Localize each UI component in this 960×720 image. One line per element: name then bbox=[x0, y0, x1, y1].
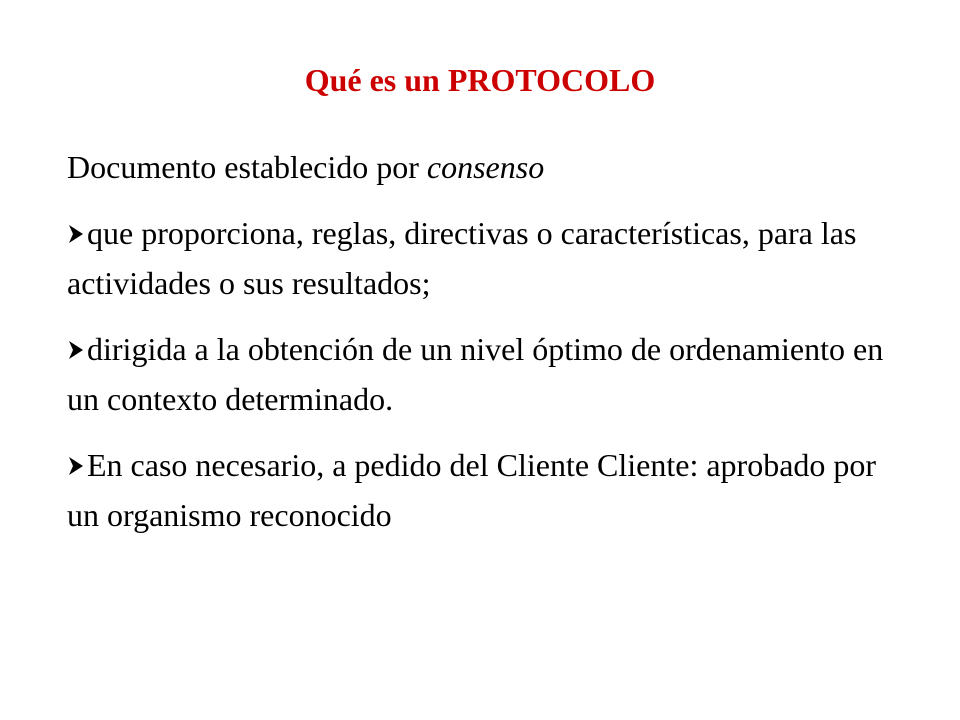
bullet-point-text: En caso necesario, a pedido del Cliente Cliente: aprobado por un organismo reconocido bbox=[67, 447, 877, 533]
slide-body bbox=[67, 142, 887, 556]
lead-emphasis: consenso bbox=[426, 149, 545, 185]
bullet-point-2 bbox=[67, 324, 887, 424]
arrowhead-bullet-icon bbox=[67, 223, 85, 245]
bullet-point-3 bbox=[67, 440, 887, 540]
bullet-point-text: dirigida a la obtención de un nivel óptimo de ordenamiento en un contexto determinado. bbox=[67, 331, 884, 417]
slide-title: Qué es un PROTOCOLO bbox=[304, 62, 656, 98]
lead-text: Documento establecido por bbox=[67, 149, 427, 185]
bullet-point-text: que proporciona, reglas, directivas o características, para las actividades o sus resultados; bbox=[67, 215, 857, 301]
arrowhead-bullet-icon bbox=[67, 339, 85, 361]
bullet-point-1 bbox=[67, 208, 887, 308]
lead-paragraph bbox=[67, 142, 887, 192]
arrowhead-bullet-icon bbox=[67, 455, 85, 477]
